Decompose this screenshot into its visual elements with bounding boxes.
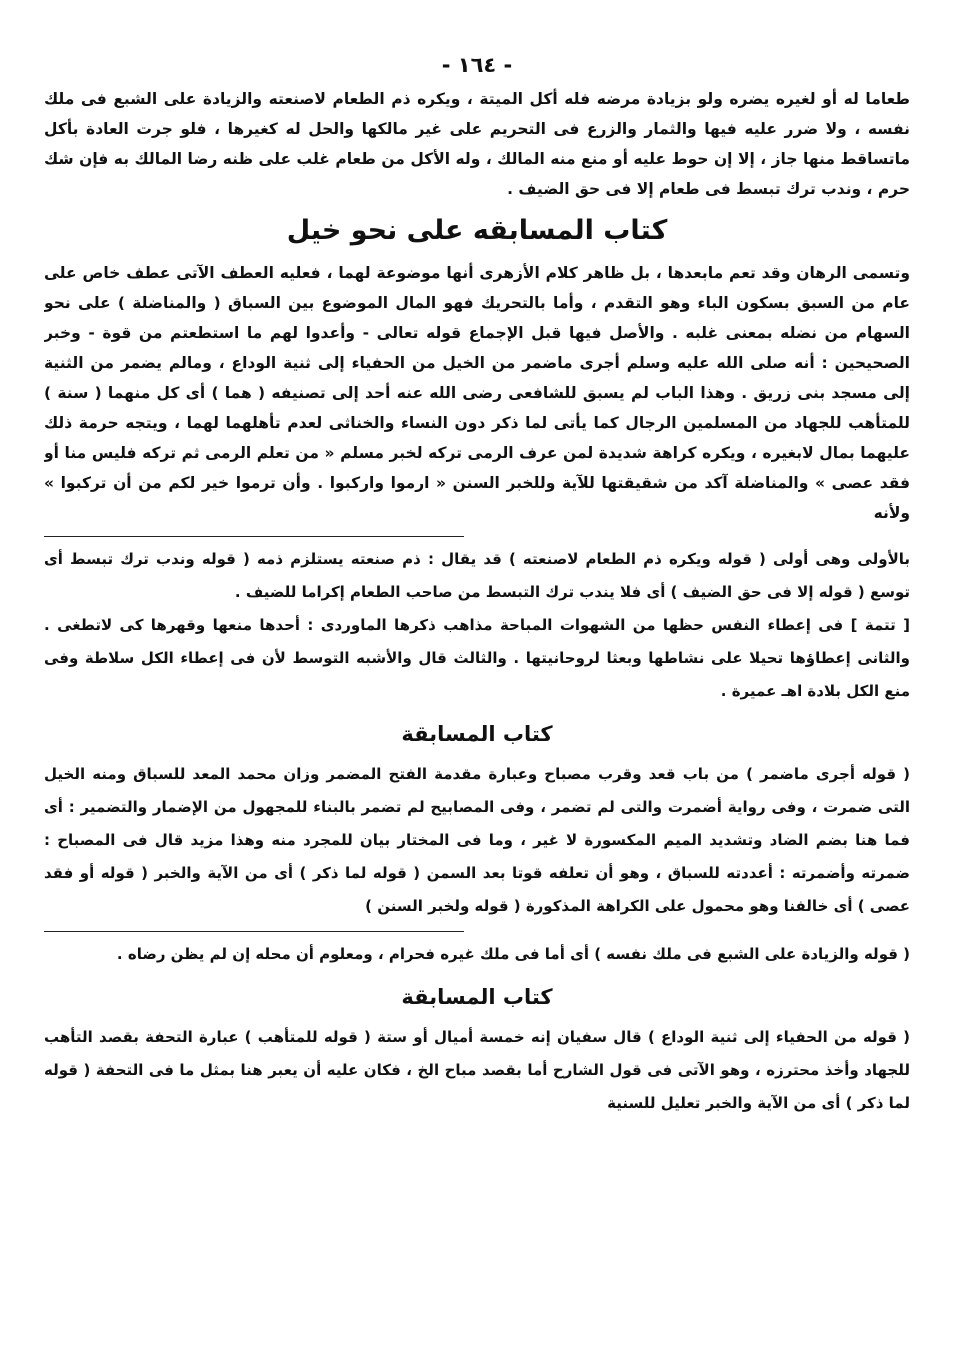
chapter-heading-racing: كتاب المسابقه على نحو خيل bbox=[286, 215, 668, 246]
main-paragraph-racing: وتسمى الرهان وقد تعم مابعدها ، بل ظاهر كلام الأزهرى أنها موضوعة لهما ، فعليه العطف الآتى عطف خاص على عام من السبق بسكون الباء وهو التقدم ، وأما بالتحريك فهو المال الموضوع بين السباق ( والمناضلة ) على نحو السهام من نضله بمعنى غلبه . والأصل فيها قبل الإجماع قوله تعالى - وأعدوا لهم ما استطعتم من قوة - وخبر الصحيحين : أنه صلى الله عليه وسلم أجرى ماضمر من الخيل من الحفياء إلى ثنية الوداع ، ومالم يضمر من الثنية إلى مسجد بنى زريق . وهذا الباب لم يسبق للشافعى رضى الله عنه أحد إلى تصنيفه ( هما ) أى كل منهما ( سنة ) للمتأهب للجهاد من المسلمين الرجال كما يأتى لما ذكر دون النساء والخناثى لعدم تأهلهما لهما ، ويتجه حرمة ذلك عليهما بمال لابغيره ، ويكره كراهة شديدة لمن عرف الرمى تركه لخبر مسلم « من تعلم الرمى ثم تركه فليس منا أو فقد عصى » والمناضلة آكد من شقيقتها للآية وللخبر السنن « ارموا واركبوا . وأن ترموا خير لكم من أن تركبوا » ولأنه bbox=[44, 264, 910, 522]
commentary-section-2 bbox=[44, 938, 910, 1120]
main-paragraph-food: طعاما له أو لغيره يضره ولو بزيادة مرضه فله أكل الميتة ، ويكره ذم الطعام لاصنعته والزيادة على الشبع فى ملك نفسه ، ولا ضرر عليه فيها والثمار والزرع فى التحريم على غير مالكها والحل له كغيرها ، فلو جرت العادة بأكل ماتساقط منها جاز ، إلا إن حوط عليه أو منع منه المالك ، وله الأكل من طعام غلب على ظنه رضا المالك به فإن شك حرم ، وندب ترك تبسط فى طعام إلا فى حق الضيف . bbox=[44, 90, 910, 198]
footnote-divider-2 bbox=[44, 931, 464, 932]
document-page bbox=[44, 50, 910, 1350]
commentary-section-1 bbox=[44, 543, 910, 923]
commentary-paragraph-food: بالأولى وهى أولى ( قوله ويكره ذم الطعام لاصنعته ) قد يقال : ذم صنعته يستلزم ذمه ( قوله وندب ترك تبسط أى توسع ( قوله إلا فى حق الضيف ) أى فلا يندب ترك التبسط من صاحب الطعام إكراما للضيف . bbox=[44, 550, 910, 601]
main-text-section bbox=[44, 84, 910, 528]
footnote-divider-1 bbox=[44, 536, 464, 537]
commentary-heading-racing-2: كتاب المسابقة bbox=[401, 985, 553, 1009]
commentary-paragraph-satiety: ( قوله والزيادة على الشبع فى ملك نفسه ) أى أما فى ملك غيره فحرام ، ومعلوم أن محله إن لم يظن رضاه . bbox=[116, 945, 910, 963]
commentary-paragraph-supplement: [ تتمة ] فى إعطاء النفس حظها من الشهوات المباحة مذاهب ذكرها الماوردى : أحدها منعها وقهرها كى لاتطغى . والثانى إعطاؤها تحيلا على نشاطها وبعثا لروحانيتها . والثالث قال والأشبه التوسط لأن فى إعطاء الكل سلاطة وفى منع الكل بلادة اهـ عميرة . bbox=[44, 616, 910, 700]
commentary-paragraph-racing-2: ( قوله من الحفياء إلى ثنية الوداع ) قال سفيان إنه خمسة أميال أو ستة ( قوله للمتأهب ) عبارة التحفة بقصد التأهب للجهاد وأخذ محترزه ، وهو الآتى فى قول الشارح أما بقصد مباح الخ ، فكان عليه أن يعبر هنا بمثل ما فى التحفة ( قوله لما ذكر ) أى من الآية والخبر تعليل للسنية bbox=[44, 1028, 910, 1112]
commentary-heading-racing-1: كتاب المسابقة bbox=[401, 722, 553, 746]
page-number: - ١٦٤ - bbox=[441, 53, 513, 77]
commentary-paragraph-racing-1: ( قوله أجرى ماضمر ) من باب قعد وقرب مصباح وعبارة مقدمة الفتح المضمر وزان محمد المعد للسباق ومنه الخيل التى ضمرت ، وفى رواية أضمرت والتى لم تضمر ، وفى المصابيح لم تضمر بالبناء للمجهول من الإضمار والتضمير : أى فما هنا بضم الضاد وتشديد الميم المكسورة لا غير ، وما فى المختار بيان للمجرد منه وهذا مزيد قال فى المصباح : ضمرته وأضمرته : أعددته للسباق ، وهو أن تعلفه قوتا بعد السمن ( قوله لما ذكر ) أى من الآية والخبر ( قوله أو فقد عصى ) أى خالفنا وهو محمول على الكراهة المذكورة ( قوله ولخبر السنن ) bbox=[44, 765, 910, 915]
